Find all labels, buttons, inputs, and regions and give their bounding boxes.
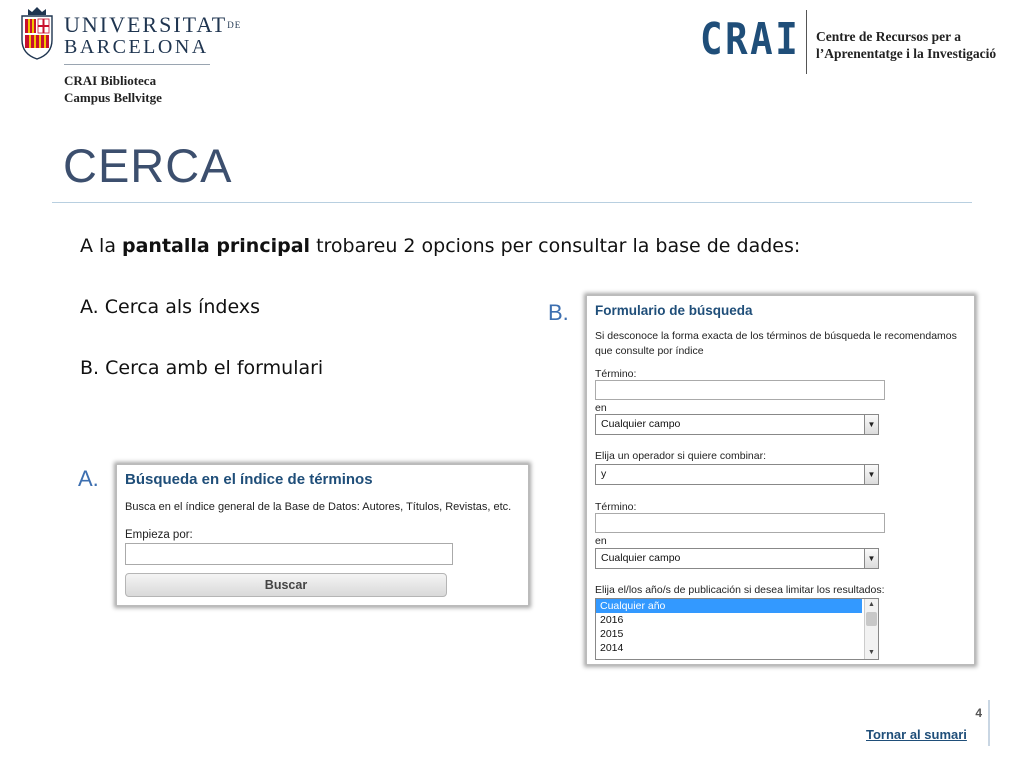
slide-title: CERCA xyxy=(63,139,233,192)
term-label-2: Término: xyxy=(595,501,637,513)
index-search-description: Busca en el índice general de la Base de Datos: Autores, Títulos, Revistas, etc. xyxy=(125,501,512,513)
year-option[interactable]: Cualquier año xyxy=(596,599,862,613)
intro-bold: pantalla principal xyxy=(122,235,311,257)
title-divider xyxy=(52,202,972,203)
marker-b: B. xyxy=(548,300,569,325)
campus-line2: Campus Bellvitge xyxy=(64,90,162,105)
search-form-title: Formulario de búsqueda xyxy=(595,303,753,318)
chevron-down-icon[interactable]: ▼ xyxy=(864,549,878,568)
search-button[interactable]: Buscar xyxy=(125,573,447,597)
years-scrollbar[interactable] xyxy=(864,599,878,659)
field-label-1: en xyxy=(595,402,607,414)
term-input-1[interactable] xyxy=(595,380,885,400)
chevron-down-icon[interactable]: ▼ xyxy=(864,415,878,434)
ub-shield-icon xyxy=(18,6,56,60)
marker-a: A. xyxy=(78,466,99,491)
starts-with-label: Empieza por: xyxy=(125,529,193,541)
footer-divider xyxy=(988,700,990,746)
scroll-up-icon[interactable]: ▲ xyxy=(868,601,875,608)
crai-subtitle xyxy=(816,28,996,62)
term-input-2[interactable] xyxy=(595,513,885,533)
ub-logo xyxy=(16,6,242,64)
scroll-down-icon[interactable]: ▼ xyxy=(868,649,875,656)
operator-select[interactable]: y ▼ xyxy=(595,464,879,485)
crai-divider xyxy=(806,10,807,74)
years-listbox[interactable] xyxy=(595,598,879,660)
page-number: 4 xyxy=(975,706,982,720)
index-search-title: Búsqueda en el índice de términos xyxy=(125,471,373,488)
index-search-panel xyxy=(116,464,529,606)
ub-name-line1: UNIVERSITATDE xyxy=(64,12,242,37)
year-option[interactable]: 2016 xyxy=(600,614,624,626)
header-divider xyxy=(64,64,210,65)
crai-subtitle-line2: l’Aprenentatge i la Investigació xyxy=(816,46,997,61)
term-label-1: Término: xyxy=(595,368,637,380)
field-select-2[interactable]: Cualquier campo ▼ xyxy=(595,548,879,569)
field-select-1[interactable]: Cualquier campo ▼ xyxy=(595,414,879,435)
option-b-text: B. Cerca amb el formulari xyxy=(80,357,324,379)
campus-name xyxy=(64,72,162,106)
chevron-down-icon[interactable]: ▼ xyxy=(864,465,878,484)
ub-name-line2: BARCELONA xyxy=(64,36,209,58)
field-label-2: en xyxy=(595,535,607,547)
starts-with-input[interactable] xyxy=(125,543,453,565)
year-option[interactable]: 2015 xyxy=(600,628,624,640)
crai-logo: CRAI xyxy=(700,14,801,65)
search-form-description: Si desconoce la forma exacta de los términos de búsqueda le recomendamos que consulte por índice xyxy=(595,330,957,357)
search-form-panel xyxy=(586,295,975,665)
intro-text: A la pantalla principal trobareu 2 opcions per consultar la base de dades: xyxy=(80,235,801,257)
scroll-thumb[interactable] xyxy=(866,612,877,626)
campus-line1: CRAI Biblioteca xyxy=(64,73,157,88)
option-a-text: A. Cerca als índexs xyxy=(80,296,260,318)
back-to-summary-link[interactable]: Tornar al sumari xyxy=(866,727,967,742)
year-option[interactable]: 2014 xyxy=(600,642,624,654)
crai-subtitle-line1: Centre de Recursos per a xyxy=(816,29,961,44)
operator-label: Elija un operador si quiere combinar: xyxy=(595,450,767,462)
years-label: Elija el/los año/s de publicación si desea limitar los resultados: xyxy=(595,584,885,596)
